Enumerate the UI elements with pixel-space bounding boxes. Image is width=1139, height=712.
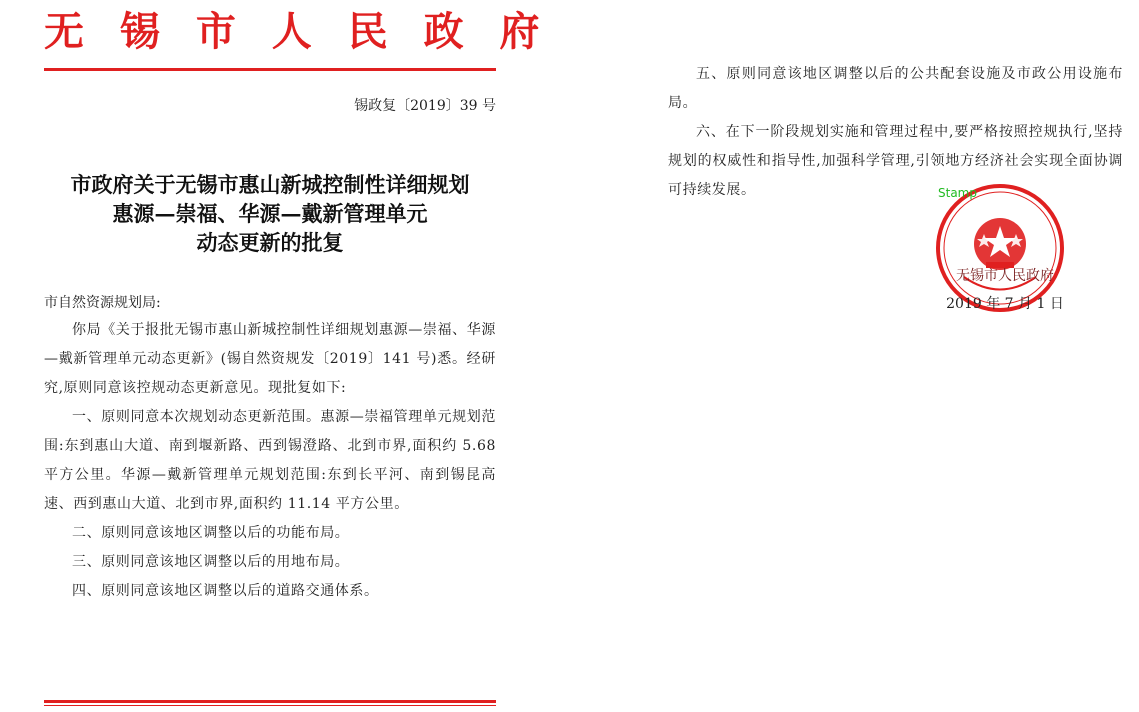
page-left — [0, 0, 551, 712]
body-text-left — [44, 316, 496, 606]
doc-title-line: 动态更新的批复 — [196, 230, 344, 255]
stamp-label: Stamp — [938, 186, 977, 200]
paragraph: 三、原则同意该地区调整以后的用地布局。 — [72, 554, 350, 570]
header-rule — [44, 68, 496, 71]
paragraph: 六、在下一阶段规划实施和管理过程中,要严格按照控规执行,坚持规划的权威性和指导性,加强科学管理,引领地方经济社会实现全面协调可持续发展。 — [668, 124, 1123, 198]
footer-rule-thin — [44, 705, 496, 706]
issuer: 无锡市人民政府 — [956, 268, 1054, 284]
paragraph: 一、原则同意本次规划动态更新范围。惠源—崇福管理单元规划范围:东到惠山大道、南到堰新路、西到锡澄路、北到市界,面积约 5.68 平方公里。华源—戴新管理单元规划范围:东到长平河、南到锡昆高速、西到惠山大道、北到市界,面积约 11.14 平方公里。 — [44, 409, 496, 512]
page-right — [640, 0, 1139, 712]
doc-title-line: 市政府关于无锡市惠山新城控制性详细规划 — [70, 172, 470, 197]
addressee: 市自然资源规划局: — [44, 295, 161, 311]
org-title: 无 锡 市 人 民 政 府 — [44, 8, 551, 55]
doc-title-line: 惠源—崇福、华源—戴新管理单元 — [112, 201, 428, 226]
paragraph: 你局《关于报批无锡市惠山新城控制性详细规划惠源—崇福、华源—戴新管理单元动态更新》(锡自然资规发〔2019〕141 号)悉。经研究,原则同意该控规动态更新意见。现批复如下: — [44, 322, 496, 396]
footer-rule — [44, 700, 496, 703]
issue-date: 2019 年 7 月 1 日 — [946, 296, 1064, 312]
paragraph: 二、原则同意该地区调整以后的功能布局。 — [72, 525, 350, 541]
paragraph: 四、原则同意该地区调整以后的道路交通体系。 — [72, 583, 379, 599]
paragraph: 五、原则同意该地区调整以后的公共配套设施及市政公用设施布局。 — [668, 66, 1123, 111]
signoff — [930, 262, 1080, 318]
doc-title — [44, 170, 496, 257]
doc-number: 锡政复〔2019〕39 号 — [354, 98, 496, 114]
